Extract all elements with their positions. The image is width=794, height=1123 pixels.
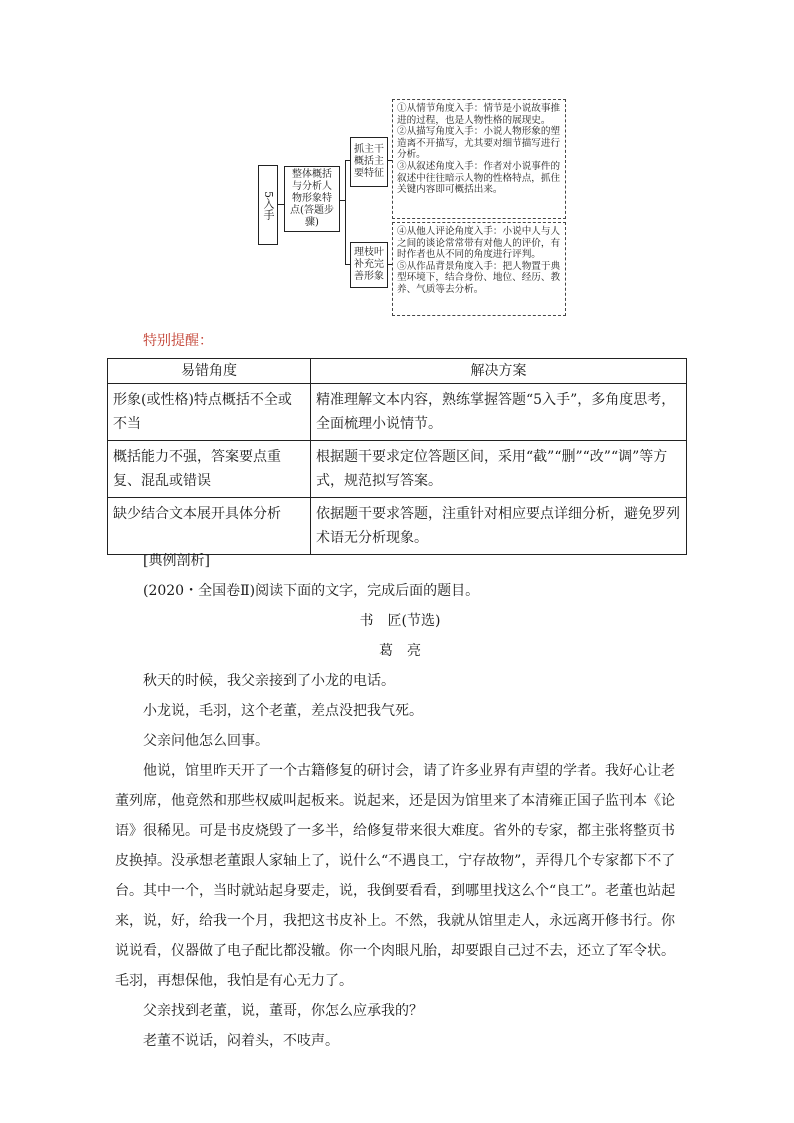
error-solution-table	[107, 358, 687, 555]
diagram-point: ②从描写角度入手：小说人物形象的塑造离不开描写，尤其要对细节描写进行分析。	[397, 126, 561, 161]
table-row	[108, 441, 687, 498]
diagram-branch-a-label: 抓主干概括主要特征	[354, 144, 384, 179]
example-section	[115, 546, 685, 1056]
table-header-cell: 易错角度	[108, 359, 311, 384]
table-cell: 形象(或性格)特点概括不全或不当	[108, 384, 311, 441]
example-intro: (2020・全国卷Ⅱ)阅读下面的文字，完成后面的题目。	[143, 583, 480, 599]
article-paragraph: 小龙说，毛羽，这个老董，差点没把我气死。	[143, 703, 423, 719]
special-notice-heading: 特别提醒：	[143, 333, 213, 349]
diagram-point: ⑤从作品背景角度入手：把人物置于典型环境下，结合身份、地位、经历、教养、气质等去分析。	[397, 260, 561, 295]
article-paragraph: 老董不说话，闷着头，不吱声。	[143, 1033, 339, 1049]
article-paragraph: 父亲问他怎么回事。	[143, 733, 269, 749]
table-header-cell: 解决方案	[311, 359, 687, 384]
diagram-root-label: 5入手	[262, 190, 275, 220]
diagram-point: ④从他人评论角度入手：小说中人与人之间的谈论常常带有对他人的评价，有时作者也从不同的角度进行评判。	[397, 226, 561, 261]
table-cell: 根据题干要求定位答题区间，采用“截”“删”“改”“调”等方式，规范拟写答案。	[311, 441, 687, 498]
diagram-branch-a-node	[350, 137, 388, 187]
article-title: 书 匠(节选)	[359, 613, 441, 629]
table-header-row	[108, 359, 687, 384]
article-author: 葛 亮	[379, 643, 421, 659]
table-row	[108, 384, 687, 441]
diagram-points-a	[392, 99, 566, 219]
diagram-branch-b-label: 理枝叶补充完善形象	[354, 247, 384, 282]
table-cell: 精准理解文本内容，熟练掌握答题“5入手”，多角度思考，全面梳理小说情节。	[311, 384, 687, 441]
article-paragraph: 父亲找到老董，说，董哥，你怎么应承我的？	[143, 1003, 423, 1019]
connector	[345, 160, 346, 264]
article-paragraph: 秋天的时候，我父亲接到了小龙的电话。	[143, 673, 395, 689]
diagram-points-b	[392, 222, 566, 316]
diagram-root-node	[258, 165, 278, 245]
diagram-level1-node	[284, 166, 340, 232]
table-cell: 依据题干要求答题，注重针对相应要点详细分析，避免罗列术语无分析现象。	[311, 498, 687, 555]
table-cell: 缺少结合文本展开具体分析	[108, 498, 311, 555]
diagram-point: ①从情节角度入手：情节是小说故事推进的过程，也是人物性格的展现史。	[397, 103, 561, 126]
article-paragraph: 他说，馆里昨天开了一个古籍修复的研讨会，请了许多业界有声望的学者。我好心让老董列席，他竟然和那些权威叫起板来。说起来，还是因为馆里来了本清雍正国子监刊本《论语》很稀见。可是书皮烧毁了一多半，给修复带来很大难度。省外的专家，都主张将整页书皮换掉。没承想老董跟人家轴上了，说什么“不遇良工，宁存故物”，弄得几个专家都下不了台。其中一个，当时就站起身要走，说，我倒要看看，到哪里找这么个“良工”。老董也站起来，说，好，给我一个月，我把这书皮补上。不然，我就从馆里走人，永远离开修书行。你说说看，仪器做了电子配比都没辙。你一个肉眼凡胎，却要跟自己过不去，还立了军令状。毛羽，再想保他，我怕是有心无力了。	[115, 763, 676, 989]
table-cell: 概括能力不强，答案要点重复、混乱或错误	[108, 441, 311, 498]
diagram-branch-b-node	[350, 242, 388, 288]
diagram-level1-label: 整体概括与分析人物形象特点(答题步骤)	[290, 169, 334, 228]
diagram-point: ③从叙述角度入手：作者对小说事件的叙述中往往暗示人物的性格特点，抓住关键内容即可概括出来。	[397, 160, 561, 196]
example-label: [典例剖析]	[143, 553, 210, 569]
